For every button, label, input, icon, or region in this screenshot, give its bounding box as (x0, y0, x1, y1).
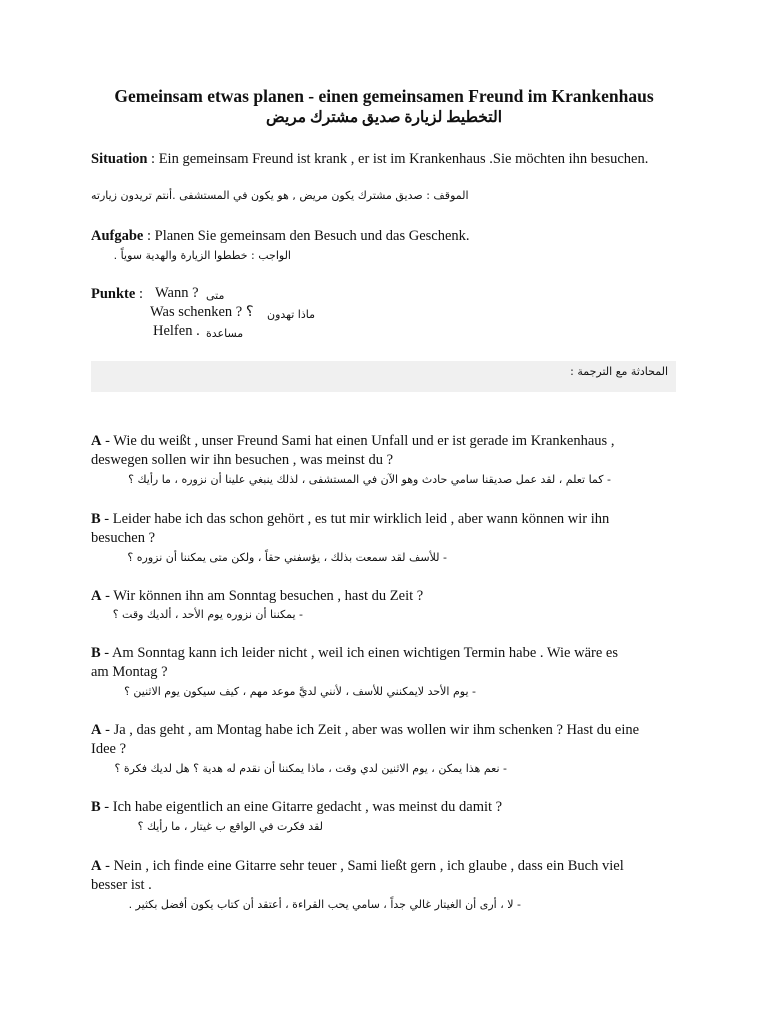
dialogue-text-cont: deswegen sollen wir ihn besuchen , was meinst du ? (91, 452, 394, 468)
dialogue-arabic-text: - يمكننا أن نزوره يوم الأحد ، ألديك وقت ؟ (112, 608, 303, 621)
dialogue-arabic-text: - كما تعلم ، لقد عمل صديقنا سامي حادث وهو الآن في المستشفى ، لذلك ينبغي علينا أن نزوره ، ما رأيك ؟ (128, 473, 611, 486)
dialogue-line-2 (91, 510, 681, 548)
dialogue-line-1 (91, 432, 681, 470)
dialogue-text-cont: besuchen ? (91, 530, 156, 546)
dialogue-text: - Ja , das geht , am Montag habe ich Zeit , aber was wollen wir ihm schenken ? Hast du eine (101, 722, 640, 738)
aufgabe-label: Aufgabe (91, 228, 144, 244)
speaker-label: A (91, 588, 102, 604)
speaker-label: A (91, 858, 102, 874)
dialogue-text-cont: besser ist . (91, 877, 152, 893)
dialogue-text: - Wir können ihn am Sonntag besuchen , hast du Zeit ? (101, 588, 424, 604)
situation-arabic (91, 188, 681, 203)
speaker-label: B (91, 511, 101, 527)
dialogue-arabic-3 (91, 607, 303, 622)
situation-text: : Ein gemeinsam Freund ist krank , er ist im Krankenhaus .Sie möchten ihn besuchen. (147, 151, 649, 167)
dialogue-arabic-text: - للأسف لقد سمعت بذلك ، يؤسفني حقاً ، ولكن متى يمكننا أن نزوره ؟ (127, 551, 447, 564)
dialogue-text: - Ich habe eigentlich an eine Gitarre gedacht , was meinst du damit ? (100, 799, 503, 815)
dialogue-arabic-2 (91, 550, 447, 565)
situation-arabic-text: الموقف : صديق مشترك يكون مريض , هو يكون في المستشفى .أنتم تريدون زيارته (91, 189, 469, 202)
dialogue-arabic-5 (91, 761, 507, 776)
speaker-label: B (91, 645, 101, 661)
dialogue-text: - Am Sonntag kann ich leider nicht , weil ich einen wichtigen Termin habe . Wie wäre es (100, 645, 618, 661)
aufgabe-text: : Planen Sie gemeinsam den Besuch und das Geschenk. (143, 228, 470, 244)
dialogue-arabic-7 (91, 897, 521, 912)
aufgabe-paragraph (91, 227, 681, 246)
speaker-label: A (91, 433, 102, 449)
dialogue-arabic-6 (91, 819, 323, 834)
dialogue-arabic-text: - يوم الأحد لايمكنني للأسف ، لأنني لديَّ موعد مهم ، كيف سيكون يوم الاثنين ؟ (124, 685, 476, 698)
dialogue-line-3 (91, 587, 681, 606)
dialogue-arabic-text: - نعم هذا يمكن ، يوم الاثنين لدي وقت ، ماذا يمكننا أن نقدم له هدية ؟ هل لديك فكرة ؟ (114, 762, 507, 775)
punkte-item-1: Wann ? (155, 285, 199, 301)
dialogue-text-cont: Idee ? (91, 741, 127, 757)
aufgabe-arabic-text: الواجب : خططوا الزيارة والهدية سوياً . (113, 249, 291, 262)
punkte-item-2-arabic: ماذا تهدون (267, 308, 315, 321)
dialogue-text: - Wie du weißt , unser Freund Sami hat einen Unfall und er ist gerade im Krankenhaus , (101, 433, 615, 449)
dialogue-arabic-text: لقد فكرت في الواقع ب غيتار ، ما رأيك ؟ (137, 820, 323, 833)
dialogue-line-4 (91, 644, 681, 682)
dialogue-arabic-1 (91, 472, 611, 487)
aufgabe-arabic (91, 248, 291, 263)
dialogue-arabic-4 (91, 684, 476, 699)
translation-note-text: المحادثة مع الترجمة : (570, 365, 668, 378)
punkte-item-1-arabic: متى (206, 289, 225, 302)
dialogue-line-7 (91, 857, 681, 895)
dialogue-text: - Leider habe ich das schon gehört , es tut mir wirklich leid , aber wann können wir ihn (100, 511, 610, 527)
document-title-arabic: التخطيط لزيارة صديق مشترك مريض (265, 109, 503, 126)
situation-paragraph (91, 150, 681, 169)
dialogue-text-cont: am Montag ? (91, 664, 168, 680)
speaker-label: A (91, 722, 102, 738)
dialogue-arabic-text: - لا ، أرى أن الغيتار غالي جداً ، سامي يحب القراءة ، أعتقد أن كتاب يكون أفضل بكثير . (128, 898, 521, 911)
punkte-label: Punkte (91, 286, 136, 302)
punkte-item-2: Was schenken ? ؟ (150, 304, 254, 320)
situation-label: Situation (91, 151, 148, 167)
document-title: Gemeinsam etwas planen - einen gemeinsamen Freund im Krankenhaus (114, 86, 654, 106)
punkte-label-row: Punkte : (91, 286, 143, 302)
dialogue-line-6 (91, 798, 681, 817)
punkte-item-3-arabic: مساعدة (206, 327, 244, 340)
punkte-item-3: Helfen . (153, 323, 200, 339)
translation-note-box (91, 361, 676, 392)
speaker-label: B (91, 799, 101, 815)
dialogue-line-5 (91, 721, 681, 759)
dialogue-text: - Nein , ich finde eine Gitarre sehr teuer , Sami ließt gern , ich glaube , dass ein Buch viel (101, 858, 624, 874)
